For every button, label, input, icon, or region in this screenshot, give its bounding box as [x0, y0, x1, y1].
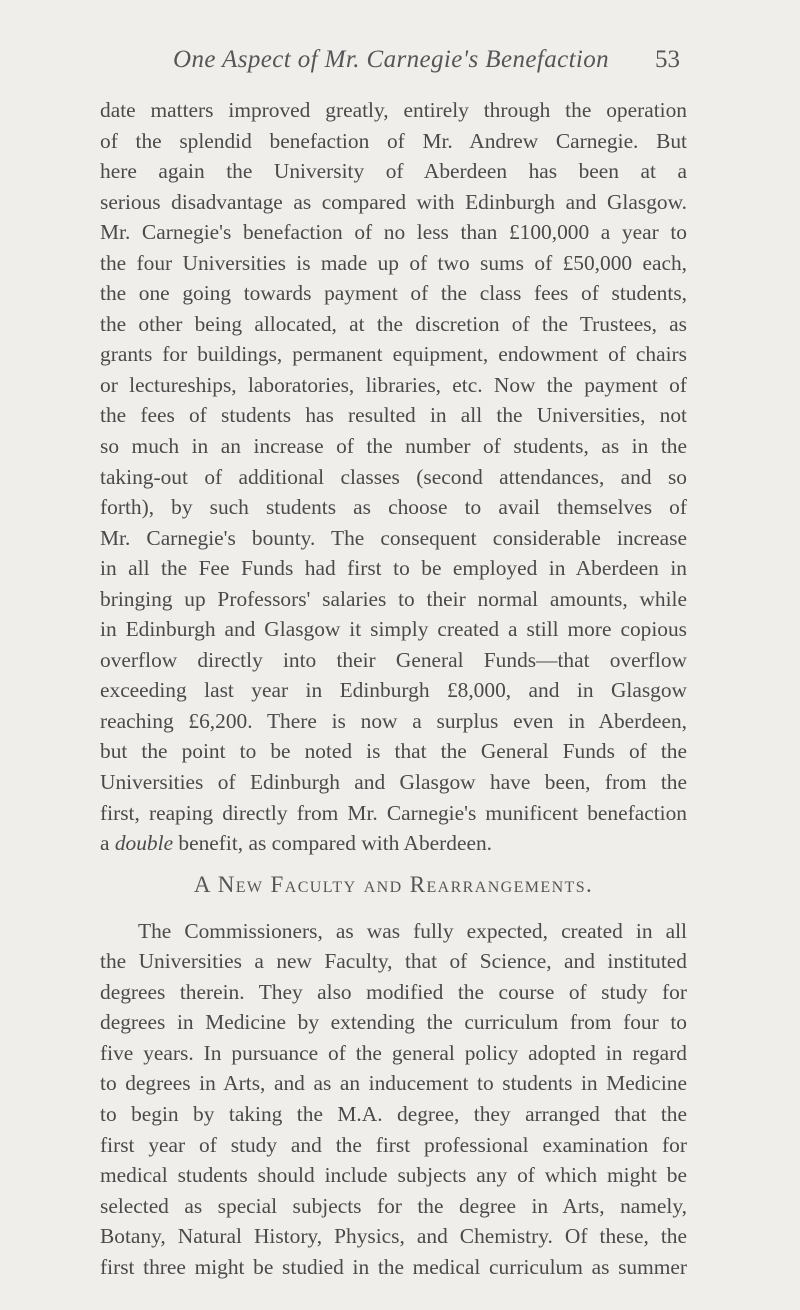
text-line: of the splendid benefaction of Mr. Andrew Carnegie. But [100, 128, 687, 153]
text-line: to begin by taking the M.A. degree, they arranged that the [100, 1101, 687, 1126]
text-line: the four Universities is made up of two sums of £50,000 each, [100, 250, 687, 275]
text-line: first, reaping directly from Mr. Carnegie's munificent benefaction [100, 800, 687, 825]
text-line: serious disadvantage as compared with Edinburgh and Glasgow. [100, 189, 687, 214]
text-line: the other being allocated, at the discretion of the Trustees, as [100, 311, 687, 336]
running-title: One Aspect of Mr. Carnegie's Benefaction [173, 46, 610, 73]
text-line: to degrees in Arts, and as an inducement to students in Medicine [100, 1071, 687, 1096]
text-line: degrees therein. They also modified the course of study for [100, 979, 687, 1004]
text-line: exceeding last year in Edinburgh £8,000, and in Glasgow [100, 678, 687, 703]
running-head [100, 46, 680, 86]
text-line: here again the University of Aberdeen has been at a [100, 159, 687, 184]
text-line: the Universities a new Faculty, that of Science, and instituted [100, 949, 687, 974]
body-text [100, 95, 687, 1282]
text-line: Botany, Natural History, Physics, and Chemistry. Of these, the [100, 1224, 687, 1249]
text-line: in all the Fee Funds had first to be employed in Aberdeen in [100, 556, 687, 581]
paragraph-carnegie-benefaction [100, 95, 687, 859]
text-line: the fees of students has resulted in all the Universities, not [100, 403, 687, 428]
page-number: 53 [655, 46, 680, 73]
text-line: forth), by such students as choose to avail themselves of [100, 495, 687, 520]
emphasis-double: double [114, 831, 174, 856]
text-line: grants for buildings, permanent equipment, endowment of chairs [100, 342, 687, 367]
text-line: five years. In pursuance of the general policy adopted in regard [100, 1040, 687, 1065]
text-line: but the point to be noted is that the General Funds of the [100, 739, 687, 764]
text-line: first year of study and the first professional examination for [100, 1132, 687, 1157]
text-line-final [100, 828, 687, 859]
text-line: or lectureships, laboratories, libraries, etc. Now the payment of [100, 372, 687, 397]
text-line: Universities of Edinburgh and Glasgow have been, from the [100, 770, 687, 795]
text-line: taking-out of additional classes (second attendances, and so [100, 464, 687, 489]
text-line: The Commissioners, as was fully expected, created in all [138, 918, 687, 943]
text-line: degrees in Medicine by extending the curriculum from four to [100, 1010, 687, 1035]
text-line: in Edinburgh and Glasgow it simply created a still more copious [100, 617, 687, 642]
text-line: so much in an increase of the number of students, as in the [100, 434, 687, 459]
section-heading: A New Faculty and Rearrangements. [193, 871, 594, 897]
paragraph-new-faculty [100, 916, 687, 1283]
text-fragment: a [100, 831, 115, 856]
text-line: date matters improved greatly, entirely through the operation [100, 98, 687, 122]
text-line: overflow directly into their General Funds—that overflow [100, 647, 687, 672]
text-line: the one going towards payment of the class fees of students, [100, 281, 687, 306]
text-line: first three might be studied in the medical curriculum as summer [100, 1254, 687, 1279]
text-line: reaching £6,200. There is now a surplus even in Aberdeen, [100, 708, 687, 733]
text-line: medical students should include subjects any of which might be [100, 1163, 687, 1188]
text-line: bringing up Professors' salaries to their normal amounts, while [100, 586, 687, 611]
text-line: Mr. Carnegie's benefaction of no less than £100,000 a year to [100, 220, 687, 245]
text-fragment: benefit, as compared with Aberdeen. [173, 831, 493, 856]
text-line: selected as special subjects for the degree in Arts, namely, [100, 1193, 687, 1218]
text-line: Mr. Carnegie's bounty. The consequent considerable increase [100, 525, 687, 550]
